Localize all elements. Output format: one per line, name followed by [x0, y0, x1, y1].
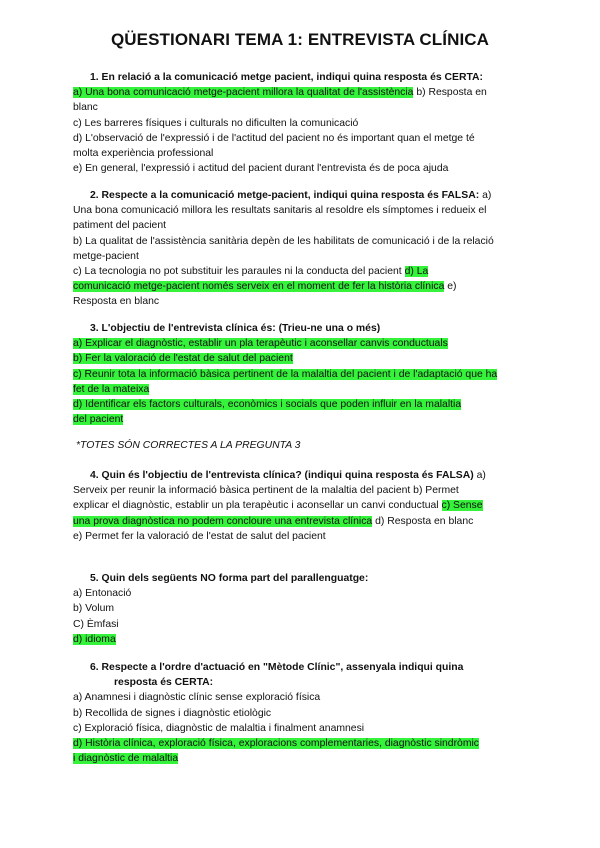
question-1-option-b: b) Resposta en — [416, 87, 487, 99]
note: *TOTES SÓN CORRECTES A LA PREGUNTA 3 — [76, 440, 301, 451]
question-6-option-d-cont: i diagnòstic de malaltia — [73, 753, 179, 765]
question-2-option-d-cont: comunicació metge-pacient només serveix en el moment de fer la història clínica — [73, 281, 445, 293]
question-1-option-d: d) L'observació de l'expressió i de l'actitud del pacient no és important quan el metge té — [73, 132, 475, 144]
question-3-option-b: b) Fer la valoració de l'estat de salut del pacient — [73, 353, 293, 365]
question-3-option-a: a) Explicar el diagnòstic, establir un pla terapèutic i aconsellar canvis conductuals — [73, 338, 448, 350]
question-3-option-c: c) Reunir tota la informació bàsica pertinent de la malaltia del pacient i de l'adaptació que ha — [73, 368, 498, 380]
question-4-line-2: explicar el diagnòstic, establir un pla terapèutic i aconsellar un canvi conductual — [73, 500, 439, 512]
question-1 — [73, 70, 533, 176]
question-5-option-c: C) Èmfasi — [73, 618, 119, 630]
page-title: QÜESTIONARI TEMA 1: ENTREVISTA CLÍNICA — [110, 30, 490, 49]
question-1-option-b-cont: blanc — [73, 102, 98, 114]
question-1-option-c: c) Les barreres físiques i culturals no dificulten la comunicació — [73, 117, 359, 129]
question-3 — [73, 321, 533, 427]
question-4 — [73, 468, 533, 544]
question-6-option-a: a) Anamnesi i diagnòstic clínic sense exploració física — [73, 692, 321, 704]
question-5-option-a: a) Entonació — [73, 588, 132, 600]
question-2-option-a-marker: a) — [482, 190, 492, 201]
question-6-option-b: b) Recollida de signes i diagnòstic etiològic — [73, 707, 272, 719]
question-2-option-b: b) La qualitat de l'assistència sanitària depèn de les habilitats de comunicació i de la relació — [73, 235, 494, 247]
question-6-heading-cont: resposta és CERTA: — [114, 677, 214, 689]
question-1-option-d-cont: molta experiència professional — [73, 148, 214, 160]
question-2-option-c: c) La tecnologia no pot substituir les paraules ni la conducta del pacient — [73, 266, 402, 278]
question-6-heading: 6. Respecte a l'ordre d'actuació en "Mètode Clínic", assenyala indiqui quina — [90, 662, 464, 673]
question-3-heading: 3. L'objectiu de l'entrevista clínica és: (Trieu-ne una o més) — [90, 323, 381, 334]
question-4-option-d: d) Resposta en blanc — [375, 515, 474, 527]
question-2-option-a: Una bona comunicació millora les resultats sanitaris al resoldre els símptomes i redueix el — [73, 205, 487, 217]
question-2-option-e: Resposta en blanc — [73, 296, 160, 308]
question-2 — [73, 188, 533, 310]
question-5 — [73, 571, 533, 647]
question-3-option-c-cont: fet de la mateixa — [73, 383, 150, 395]
question-3-option-d-cont: del pacient — [73, 414, 124, 426]
question-5-option-b: b) Volum — [73, 603, 115, 615]
question-4-option-c-cont: una prova diagnòstica no podem concloure una entrevista clínica — [73, 515, 373, 527]
question-4-line-1: Serveix per reunir la informació bàsica pertinent de la malaltia del pacient b) Permet — [73, 485, 459, 497]
question-2-option-b-cont: metge-pacient — [73, 250, 139, 262]
question-4-option-a-marker: a) — [476, 470, 486, 481]
question-3-option-d: d) Identificar els factors culturals, econòmics i socials que poden influir en la malaltia — [73, 399, 462, 411]
question-4-option-e: e) Permet fer la valoració de l'estat de salut del pacient — [73, 530, 326, 542]
question-1-heading: 1. En relació a la comunicació metge pacient, indiqui quina resposta és CERTA: — [90, 72, 484, 83]
question-2-option-d: d) La — [404, 266, 429, 278]
question-2-option-a-cont: patiment del pacient — [73, 220, 166, 232]
question-4-option-c: c) Sense — [441, 500, 483, 512]
question-5-heading: 5. Quin dels següents NO forma part del parallenguatge: — [90, 573, 369, 584]
question-5-option-d: d) idioma — [73, 633, 116, 645]
question-1-option-e: e) En general, l'expressió i actitud del pacient durant l'entrevista és de poca ajuda — [73, 163, 449, 175]
question-6-option-c: c) Exploració física, diagnòstic de malaltia i finalment anamnesi — [73, 722, 365, 734]
question-2-heading: 2. Respecte a la comunicació metge-pacient, indiqui quina resposta és FALSA: — [90, 190, 480, 201]
question-6-option-d: d) Història clínica, exploració física, exploracions complementaries, diagnòstic sindròmic — [73, 738, 479, 750]
question-6 — [73, 660, 533, 766]
question-4-heading: 4. Quin és l'objectiu de l'entrevista clínica? (indiqui quina resposta és FALSA) — [90, 470, 474, 481]
question-2-option-e-marker: e) — [447, 281, 457, 293]
question-1-option-a: a) Una bona comunicació metge-pacient millora la qualitat de l'assistència — [73, 87, 414, 99]
